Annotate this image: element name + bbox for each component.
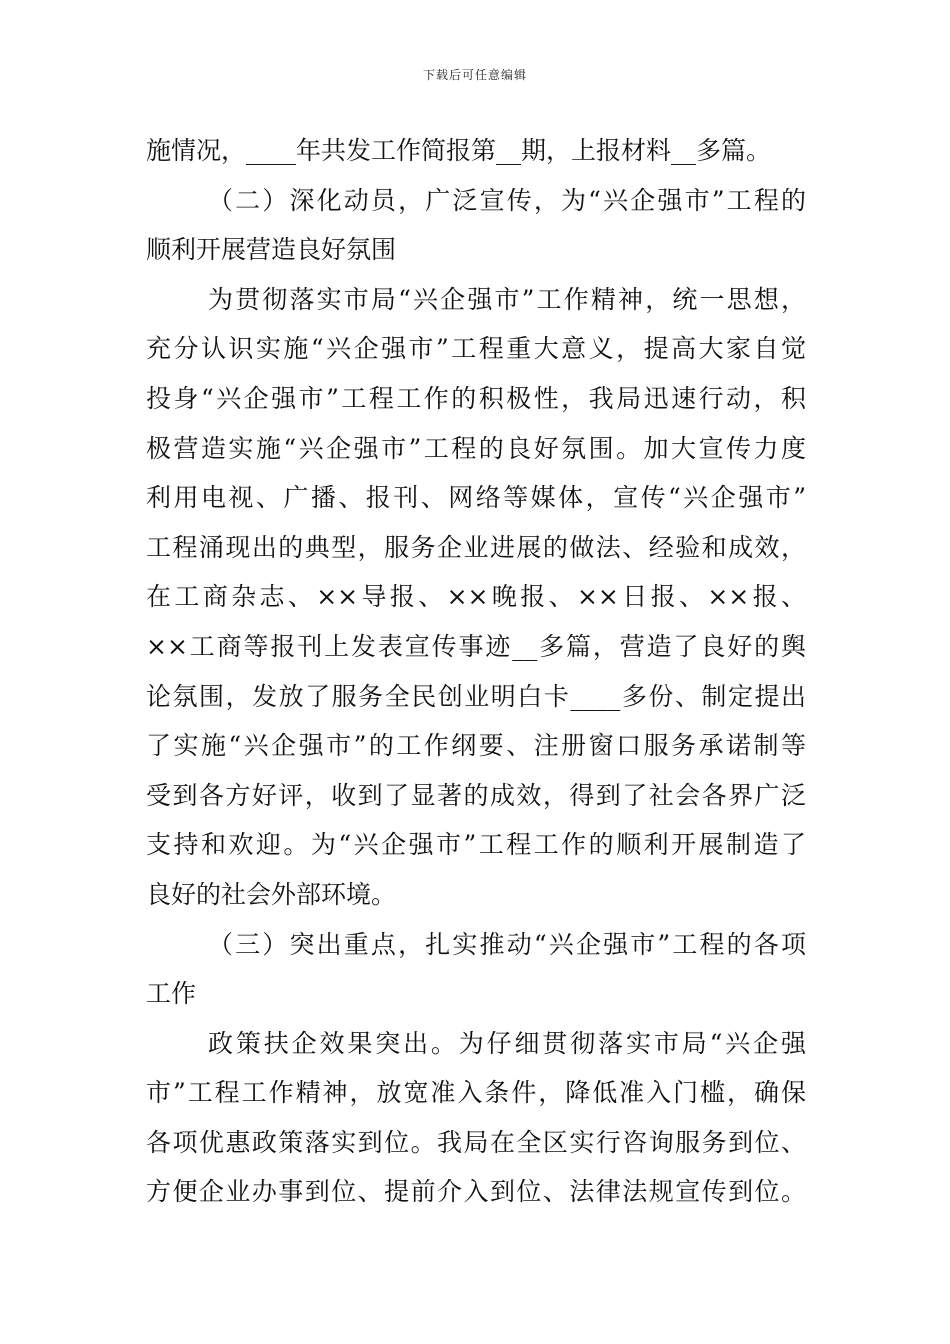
paragraph-line: 为贯彻落实市局“兴企强市”工作精神，统一思想， <box>208 284 806 314</box>
paragraph-line: 政策扶企效果突出。为仔细贯彻落实市局“兴企强 <box>208 1028 806 1058</box>
paragraph-line: 充分认识实施“兴企强市”工程重大意义，提高大家自觉 <box>146 334 806 364</box>
paragraph-line: 论氛围，发放了服务全民创业明白卡____多份、制定提出 <box>146 681 806 711</box>
text-line: 施情况，____年共发工作简报第__期，上报材料__多篇。 <box>146 136 772 165</box>
paragraph-line: 了实施“兴企强市”的工作纲要、注册窗口服务承诺制等 <box>146 731 806 761</box>
paragraph-line: 方便企业办事到位、提前介入到位、法律法规宣传到位。 <box>146 1177 806 1207</box>
paragraph-line: 支持和欢迎。为“兴企强市”工程工作的顺利开展制造了 <box>146 830 806 860</box>
page-header: 下载后可任意编辑 <box>422 68 527 82</box>
paragraph-line: 受到各方好评，收到了显著的成效，得到了社会各界广泛 <box>146 780 806 810</box>
paragraph-line: ××工商等报刊上发表宣传事迹__多篇，营造了良好的舆 <box>146 631 806 661</box>
paragraph-line: 利用电视、广播、报刊、网络等媒体，宣传“兴企强市” <box>146 483 806 513</box>
paragraph-line: 在工商杂志、××导报、××晚报、××日报、××报、 <box>146 582 806 612</box>
section-heading-3: （三）突出重点，扎实推动“兴企强市”工程的各项 <box>208 929 806 959</box>
paragraph-line: 极营造实施“兴企强市”工程的良好氛围。加大宣传力度 <box>146 433 806 463</box>
paragraph-line: 市”工程工作精神，放宽准入条件，降低准入门槛，确保 <box>146 1078 806 1108</box>
section-heading-2: （二）深化动员，广泛宣传，为“兴企强市”工程的 <box>208 185 806 215</box>
paragraph-line: 工程涌现出的典型，服务企业进展的做法、经验和成效， <box>146 532 806 562</box>
document-body <box>146 126 806 1217</box>
paragraph-line: 投身“兴企强市”工程工作的积极性，我局迅速行动，积 <box>146 383 806 413</box>
paragraph-line: 良好的社会外部环境。 <box>146 879 397 909</box>
section-heading-3-cont: 工作 <box>146 979 197 1009</box>
paragraph-line: 各项优惠政策落实到位。我局在全区实行咨询服务到位、 <box>146 1127 806 1157</box>
section-heading-2-cont: 顺利开展营造良好氛围 <box>146 235 397 265</box>
